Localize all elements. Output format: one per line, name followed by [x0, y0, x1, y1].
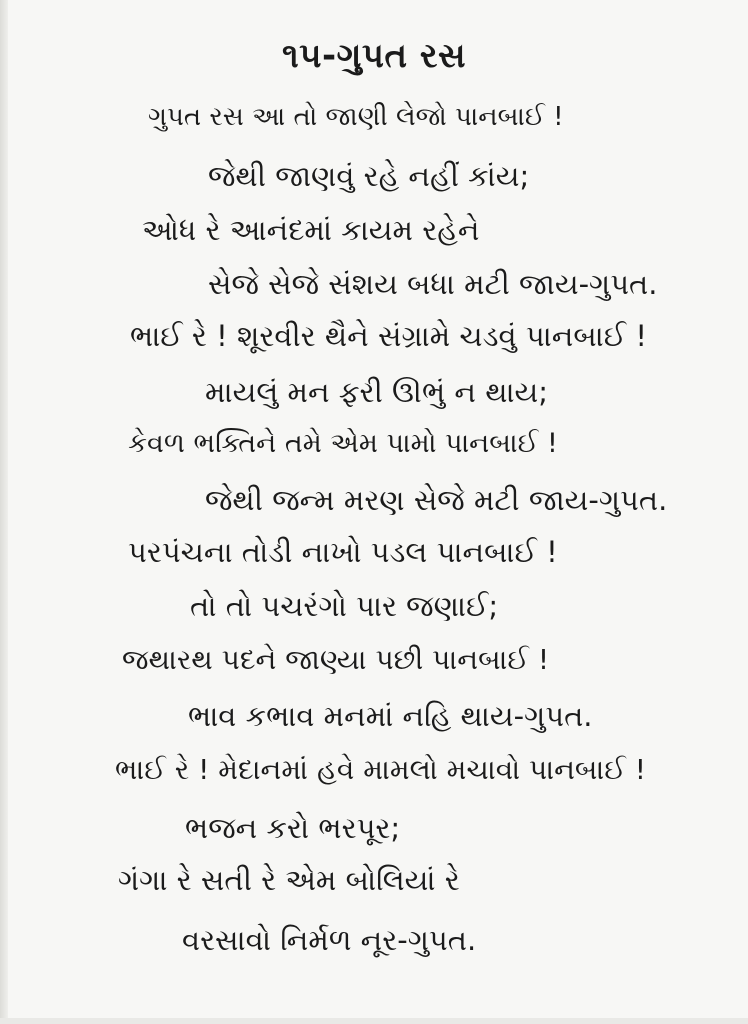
verse-line-5: ભાઈ રે ! શૂરવીર થૈને સંગ્રામે ચડવું પાનબાઈ ! [130, 319, 647, 353]
verse-line-13: ભાઈ રે ! મેદાનમાં હવે મામલો મચાવો પાનબાઈ ! [115, 753, 647, 786]
verse-line-8: જેથી જન્મ મરણ સેજે મટી જાય-ગુપત. [205, 483, 668, 517]
verse-line-6: માયલું મન ફરી ઊભું ન થાય; [205, 375, 549, 409]
verse-line-16: વરસાવો નિર્મળ નૂર-ગુપત. [182, 923, 477, 957]
verse-line-3: ઓધ રે આનંદમાં કાયમ રહેને [142, 213, 480, 247]
verse-line-10: તો તો પચરંગો પાર જણાઈ; [190, 589, 499, 623]
verse-line-9: પરપંચના તોડી નાખો પડલ પાનબાઈ ! [128, 535, 558, 569]
verse-line-7: કેવળ ભક્તિને તમે એમ પામો પાનબાઈ ! [128, 428, 558, 459]
verse-line-15: ગંગા રે સતી રે એમ બોલિયાં રે [118, 863, 460, 897]
page-left-edge [0, 0, 8, 1024]
verse-line-11: જથારથ પદને જાણ્યા પછી પાનબાઈ ! [122, 643, 550, 676]
verse-line-2: જેથી જાણવું રહે નહીં કાંય; [208, 159, 530, 193]
page-bottom-edge [0, 1018, 748, 1024]
verse-line-14: ભજન કરો ભરપૂર; [185, 811, 401, 845]
verse-line-12: ભાવ કભાવ મનમાં નહિ થાય-ગુપત. [188, 699, 593, 733]
verse-line-1: ગુપત રસ આ તો જાણી લેજો પાનબાઈ ! [148, 102, 564, 132]
bhajan-title: ૧૫-ગુપત રસ [282, 36, 466, 76]
verse-line-4: સેજે સેજે સંશય બધા મટી જાય-ગુપત. [208, 267, 658, 301]
